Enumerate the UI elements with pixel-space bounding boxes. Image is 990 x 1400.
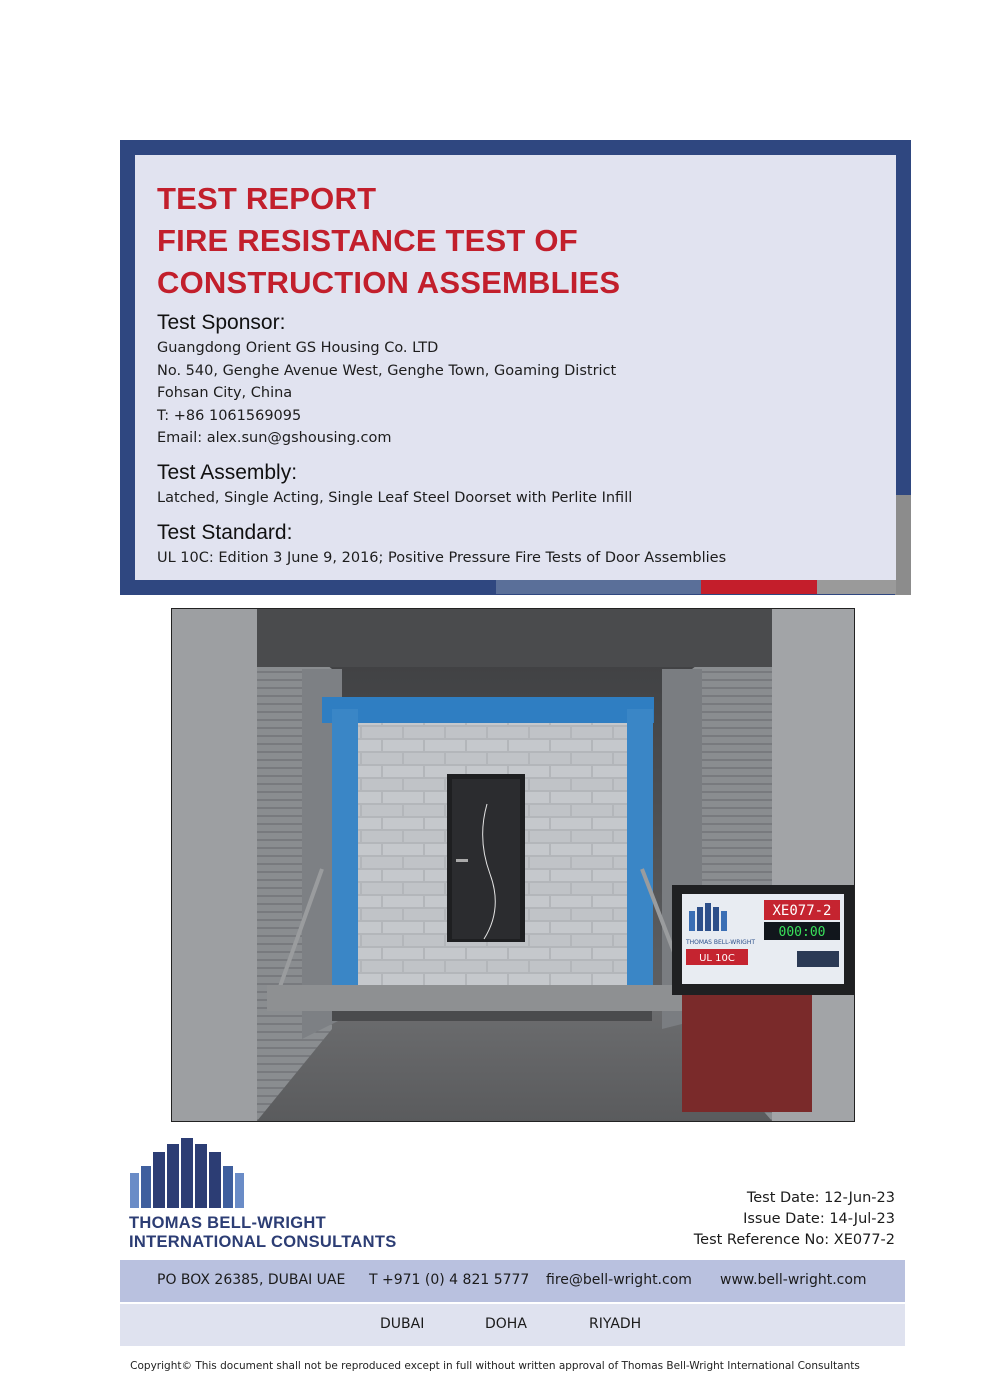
test-date: Test Date: 12-Jun-23 <box>746 1190 895 1206</box>
sponsor-company: Guangdong Orient GS Housing Co. LTD <box>157 340 439 356</box>
title-line: TEST REPORT <box>157 181 377 216</box>
sponsor-heading: Test Sponsor: <box>157 311 286 334</box>
test-reference: Test Reference No: XE077-2 <box>693 1232 895 1248</box>
title-line: CONSTRUCTION ASSEMBLIES <box>157 265 621 300</box>
blue-frame-left <box>332 709 358 985</box>
company-name-line2: INTERNATIONAL CONSULTANTS <box>129 1233 397 1251</box>
assembly-text: Latched, Single Acting, Single Leaf Steel Doorset with Perlite Infill <box>157 490 633 506</box>
standard-heading: Test Standard: <box>157 521 293 544</box>
title-line: FIRE RESISTANCE TEST OF <box>157 223 578 258</box>
contact-website[interactable]: www.bell-wright.com <box>720 1272 867 1288</box>
monitor-cart <box>682 994 812 1112</box>
report-dates <box>694 1188 895 1251</box>
door-handle <box>456 859 468 862</box>
accent-strip-red <box>701 580 817 594</box>
office-riyadh: RIYADH <box>589 1316 642 1332</box>
sponsor-details <box>157 337 616 450</box>
sponsor-phone: T: +86 1061569095 <box>157 407 302 424</box>
office-dubai: DUBAI <box>380 1316 425 1332</box>
blue-frame-right <box>627 709 653 985</box>
test-photo <box>171 608 855 1122</box>
contact-email[interactable]: fire@bell-wright.com <box>546 1272 692 1288</box>
base-rig <box>267 985 697 1011</box>
copyright-notice: Copyright© This document shall not be reproduced except in full without written approval of Thomas Bell-Wright International Consultants <box>130 1360 860 1372</box>
issue-date: Issue Date: 14-Jul-23 <box>743 1211 895 1227</box>
office-doha: DOHA <box>485 1316 527 1332</box>
screen-timer: 000:00 <box>778 925 826 940</box>
standard-text: UL 10C: Edition 3 June 9, 2016; Positive Pressure Fire Tests of Door Assemblies <box>157 550 727 566</box>
sponsor-city: Fohsan City, China <box>157 385 293 401</box>
accent-strip-blue <box>496 580 701 594</box>
screen-id: XE077-2 <box>772 903 832 919</box>
blue-frame-top <box>322 697 654 723</box>
left-outer-wall <box>172 609 257 1121</box>
sponsor-address: No. 540, Genghe Avenue West, Genghe Town, Goaming District <box>157 362 617 379</box>
frame-grey-accent <box>895 495 911 595</box>
company-name-line1: THOMAS BELL-WRIGHT <box>129 1214 326 1232</box>
accent-strip-grey <box>817 580 896 594</box>
screen-temp-box <box>797 951 839 967</box>
top-beam <box>257 609 772 667</box>
sponsor-email: Email: alex.sun@gshousing.com <box>157 430 392 446</box>
screen-standard: UL 10C <box>699 953 735 964</box>
assembly-heading: Test Assembly: <box>157 461 298 484</box>
standard-details <box>157 547 726 570</box>
contact-phone: T +971 (0) 4 821 5777 <box>369 1272 530 1288</box>
base-rig-shadow <box>332 1011 652 1021</box>
contact-address: PO BOX 26385, DUBAI UAE <box>157 1272 346 1288</box>
assembly-details <box>157 487 632 510</box>
report-title <box>157 178 620 304</box>
screen-brand: THOMAS BELL-WRIGHT <box>686 939 756 946</box>
